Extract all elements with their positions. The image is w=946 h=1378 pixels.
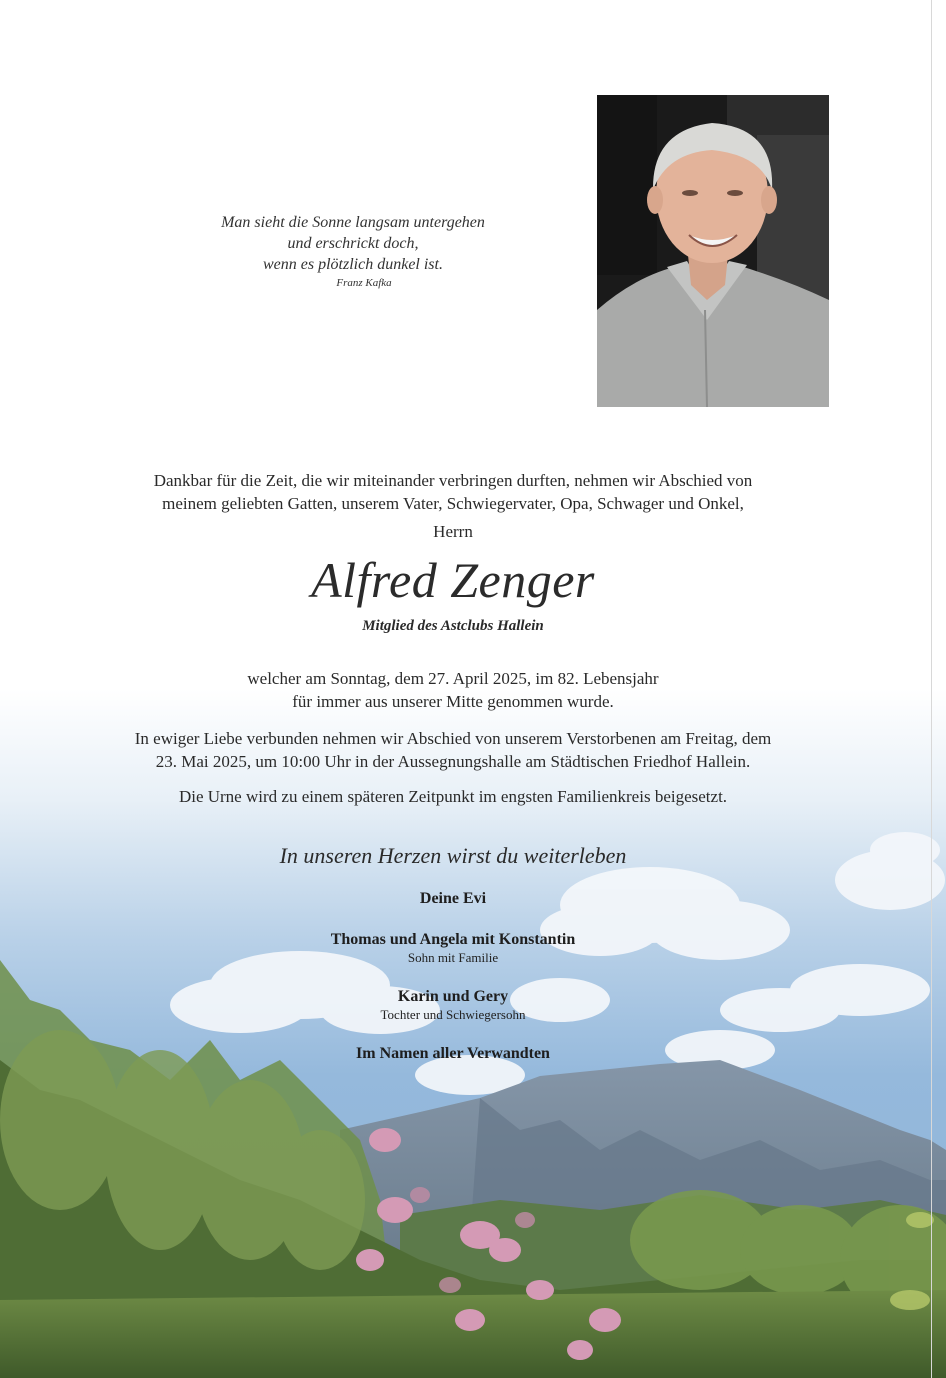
kafka-quote [190, 212, 516, 291]
page-edge-line [931, 0, 932, 1378]
death-notice [103, 667, 803, 713]
mourner-entry [203, 930, 703, 965]
mourner-entry [203, 987, 703, 1022]
motto: In unseren Herzen wirst du weiterleben [279, 843, 627, 868]
quote-line-2: und erschrickt doch, [287, 235, 419, 252]
funeral-line-2: 23. Mai 2025, um 10:00 Uhr in der Aussegnungshalle am Städtischen Friedhof Hallein. [155, 752, 751, 771]
urn-notice: Die Urne wird zu einem späteren Zeitpunkt im engsten Familienkreis beigesetzt. [178, 787, 728, 806]
mourner-entry [203, 1044, 703, 1064]
mourner-relation: Sohn mit Familie [407, 950, 499, 965]
mourner-name: Deine Evi [419, 890, 487, 907]
mourner-name: Im Namen aller Verwandten [356, 1045, 550, 1062]
intro-text [60, 469, 846, 515]
funeral-notice [60, 727, 846, 773]
mourner-entry [203, 889, 703, 909]
deceased-name: Alfred Zenger [311, 552, 595, 608]
intro-line-2: meinem geliebten Gatten, unserem Vater, Schwiegervater, Opa, Schwager und Onkel, [162, 494, 744, 513]
death-line-1: welcher am Sonntag, dem 27. April 2025, im 82. Lebensjahr [247, 669, 659, 688]
intro-line-1: Dankbar für die Zeit, die wir miteinander verbringen durften, nehmen wir Abschied von [153, 471, 753, 490]
portrait-photo [597, 95, 829, 407]
quote-line-3: wenn es plötzlich dunkel ist. [263, 256, 443, 273]
salutation: Herrn [433, 522, 473, 541]
quote-line-1: Man sieht die Sonne langsam untergehen [221, 214, 485, 231]
mourner-relation: Tochter und Schwiegersohn [380, 1007, 526, 1022]
membership-line: Mitglied des Astclubs Hallein [362, 618, 544, 634]
quote-author: Franz Kafka [336, 277, 392, 289]
mourner-name: Karin und Gery [397, 988, 509, 1005]
mourner-name: Thomas und Angela mit Konstantin [330, 931, 576, 948]
funeral-line-1: In ewiger Liebe verbunden nehmen wir Abschied von unserem Verstorbenen am Freitag, dem [134, 729, 772, 748]
death-line-2: für immer aus unserer Mitte genommen wurde. [292, 692, 614, 711]
